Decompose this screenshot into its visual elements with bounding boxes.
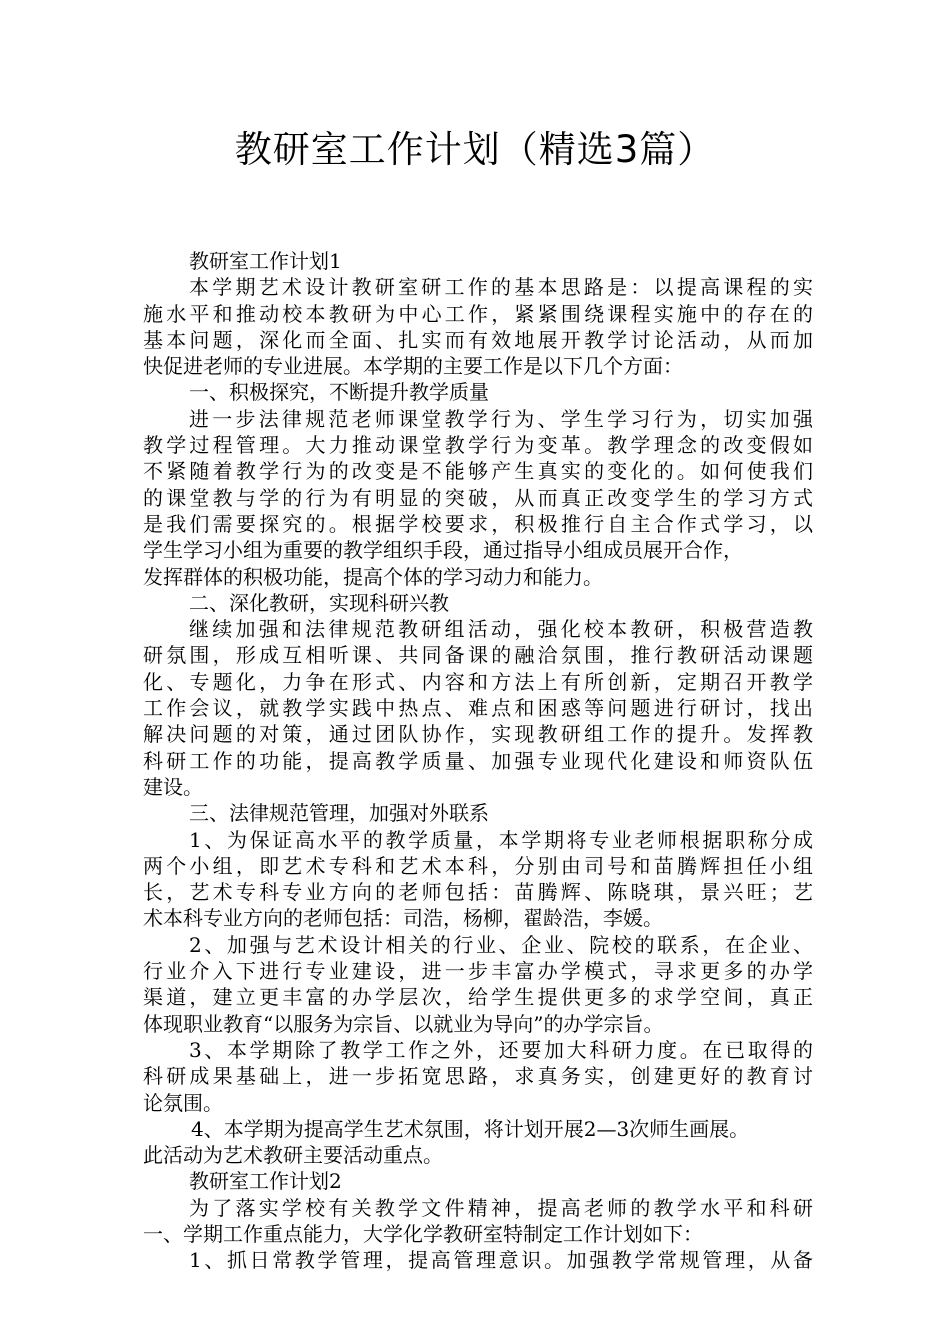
paragraph-line: 解决问题的对策，通过团队协作，实现教研组工作的提升。发挥教 bbox=[143, 722, 813, 747]
paragraph-line: 建设。 bbox=[143, 774, 203, 799]
paragraph-line: 施水平和推动校本教研为中心工作，紧紧围绕课程实施中的存在的 bbox=[143, 301, 813, 326]
paragraph-line: 渠道，建立更丰富的办学层次，给学生提供更多的求学空间，真正 bbox=[143, 985, 813, 1010]
paragraph-line: 4、本学期为提高学生艺术氛围，将计划开展2—3次师生画展。 bbox=[191, 1116, 750, 1141]
subheading-1: 一、积极探究，不断提升教学质量 bbox=[189, 380, 489, 405]
paragraph-line: 化、专题化，力争在形式、内容和方法上有所创新，定期召开教学 bbox=[143, 669, 813, 694]
paragraph-line: 教学过程管理。大力推动课堂教学行为变革。教学理念的改变假如 bbox=[143, 433, 813, 458]
paragraph-line: 为了落实学校有关教学文件精神，提高老师的教学水平和科研 bbox=[189, 1195, 813, 1220]
paragraph-line: 发挥群体的积极功能，提高个体的学习动力和能力。 bbox=[143, 564, 603, 589]
paragraph-line: 两个小组，即艺术专科和艺术本科，分别由司号和苗腾辉担任小组 bbox=[143, 853, 813, 878]
paragraph-line: 研氛围，形成互相听课、共同备课的融洽氛围，推行教研活动课题 bbox=[143, 643, 813, 668]
paragraph-line: 学生学习小组为重要的教学组织手段，通过指导小组成员展开合作， bbox=[143, 538, 743, 563]
paragraph-line: 体现职业教育“以服务为宗旨、以就业为导向”的办学宗旨。 bbox=[143, 1011, 664, 1036]
paragraph-line: 行业介入下进行专业建设，进一步丰富办学模式，寻求更多的办学 bbox=[143, 959, 813, 984]
paragraph-line: 继续加强和法律规范教研组活动，强化校本教研，积极营造教 bbox=[189, 617, 813, 642]
paragraph-line: 不紧随着教学行为的改变是不能够产生真实的变化的。如何使我们 bbox=[143, 459, 813, 484]
paragraph-line: 2、加强与艺术设计相关的行业、企业、院校的联系，在企业、 bbox=[189, 932, 813, 957]
document-body bbox=[143, 248, 813, 1274]
paragraph-line: 长，艺术专科专业方向的老师包括：苗腾辉、陈晓琪，景兴旺；艺 bbox=[143, 880, 813, 905]
section-heading-plan-1: 教研室工作计划1 bbox=[189, 249, 342, 273]
paragraph-line: 是我们需要探究的。根据学校要求，积极推行自主合作式学习，以 bbox=[143, 511, 813, 536]
paragraph-line: 此活动为艺术教研主要活动重点。 bbox=[143, 1143, 443, 1168]
paragraph-line: 1、抓日常教学管理，提高管理意识。加强教学常规管理，从备 bbox=[189, 1248, 813, 1273]
section-heading-plan-2: 教研室工作计划2 bbox=[189, 1169, 342, 1194]
paragraph-line: 快促进老师的专业进展。本学期的主要工作是以下几个方面： bbox=[143, 354, 683, 379]
paragraph-line: 3、本学期除了教学工作之外，还要加大科研力度。在已取得的 bbox=[189, 1037, 813, 1062]
paragraph-line: 进一步法律规范老师课堂教学行为、学生学习行为，切实加强 bbox=[189, 406, 813, 431]
paragraph-line: 本学期艺术设计教研室研工作的基本思路是：以提高课程的实 bbox=[189, 275, 813, 300]
paragraph-line: 科研工作的功能，提高教学质量、加强专业现代化建设和师资队伍 bbox=[143, 748, 813, 773]
paragraph-line: 论氛围。 bbox=[143, 1090, 223, 1115]
paragraph-line: 一、学期工作重点能力，大学化学教研室特制定工作计划如下： bbox=[143, 1221, 703, 1246]
paragraph-line: 工作会议，就教学实践中热点、难点和困惑等问题进行研讨，找出 bbox=[143, 696, 813, 721]
paragraph-line: 基本问题，深化而全面、扎实而有效地展开教学讨论活动，从而加 bbox=[143, 327, 813, 352]
paragraph-line: 1、为保证高水平的教学质量，本学期将专业老师根据职称分成 bbox=[189, 827, 813, 852]
paragraph-line: 的课堂教与学的行为有明显的突破，从而真正改变学生的学习方式 bbox=[143, 485, 813, 510]
subheading-3: 三、法律规范管理，加强对外联系 bbox=[189, 801, 489, 826]
document-title: 教研室工作计划（精选3篇） bbox=[234, 128, 716, 171]
paragraph-line: 科研成果基础上，进一步拓宽思路，求真务实，创建更好的教育讨 bbox=[143, 1064, 813, 1089]
paragraph-line: 术本科专业方向的老师包括：司浩，杨柳，翟龄浩，李媛。 bbox=[143, 906, 663, 931]
subheading-2: 二、深化教研，实现科研兴教 bbox=[189, 590, 449, 615]
